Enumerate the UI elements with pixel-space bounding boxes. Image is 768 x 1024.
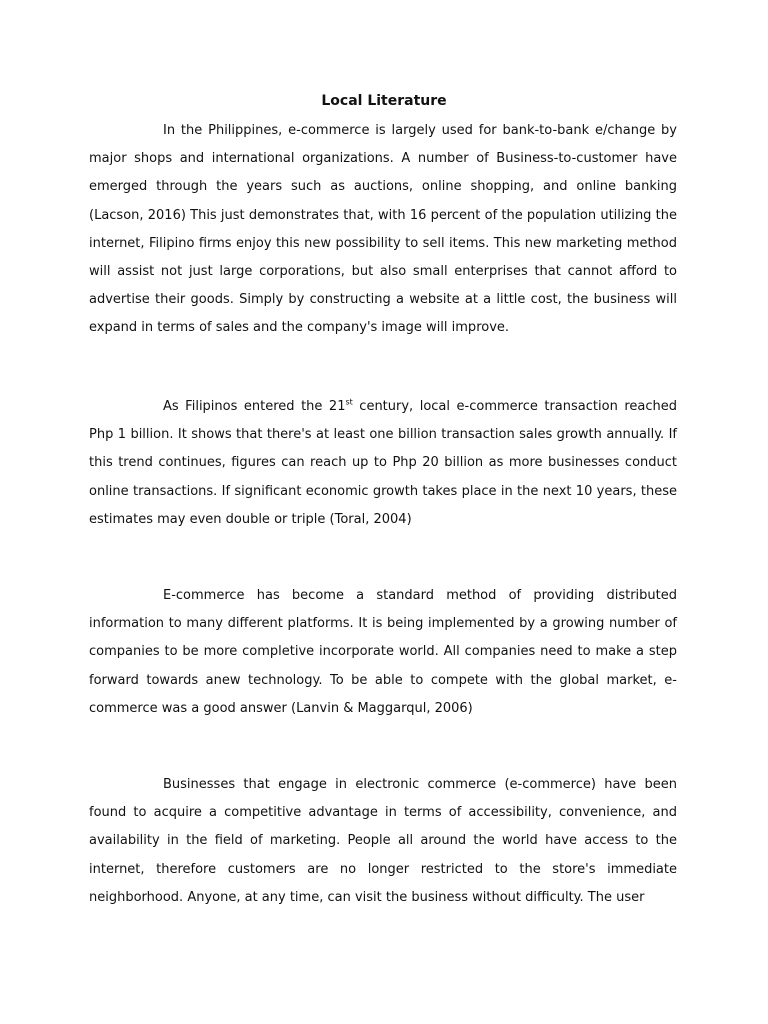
- superscript-st: st: [345, 397, 353, 407]
- paragraph-text-before: As Filipinos entered the 21: [163, 399, 346, 414]
- paragraph-21st-century: [89, 393, 677, 534]
- paragraph-standard-method: E-commerce has become a standard method of providing distributed information to many different platforms. It is being implemented by a growing number of companies to be more completive incorporate world. All companies need to make a step forward towards anew technology. To be able to compete with the global market, e-commerce was a good answer (Lanvin & Maggarqul, 2006): [89, 588, 677, 716]
- page-title: Local Literature: [321, 93, 447, 109]
- paragraph-philippines-ecommerce: In the Philippines, e-commerce is largely used for bank-to-bank e/change by major shops and international organizations. A number of Business-to-customer have emerged through the years such as auctions, online shopping, and online banking (Lacson, 2016) This just demonstrates that, with 16 percent of the population utilizing the internet, Filipino firms enjoy this new possibility to sell items. This new marketing method will assist not just large corporations, but also small enterprises that cannot afford to advertise their goods. Simply by constructing a website at a little cost, the business will expand in terms of sales and the company's image will improve.: [89, 123, 677, 336]
- paragraph-competitive-advantage: Businesses that engage in electronic commerce (e-commerce) have been found to acquire a competitive advantage in terms of accessibility, convenience, and availability in the field of marketing. People all around the world have access to the internet, therefore customers are no longer restricted to the store's immediate neighborhood. Anyone, at any time, can visit the business without difficulty. The user: [89, 777, 677, 905]
- paragraph-text-after: century, local e-commerce transaction reached Php 1 billion. It shows that there's at least one billion transaction sales growth annually. If this trend continues, figures can reach up to Php 20 billion as more businesses conduct online transactions. If significant economic growth takes place in the next 10 years, these estimates may even double or triple (Toral, 2004): [89, 399, 677, 527]
